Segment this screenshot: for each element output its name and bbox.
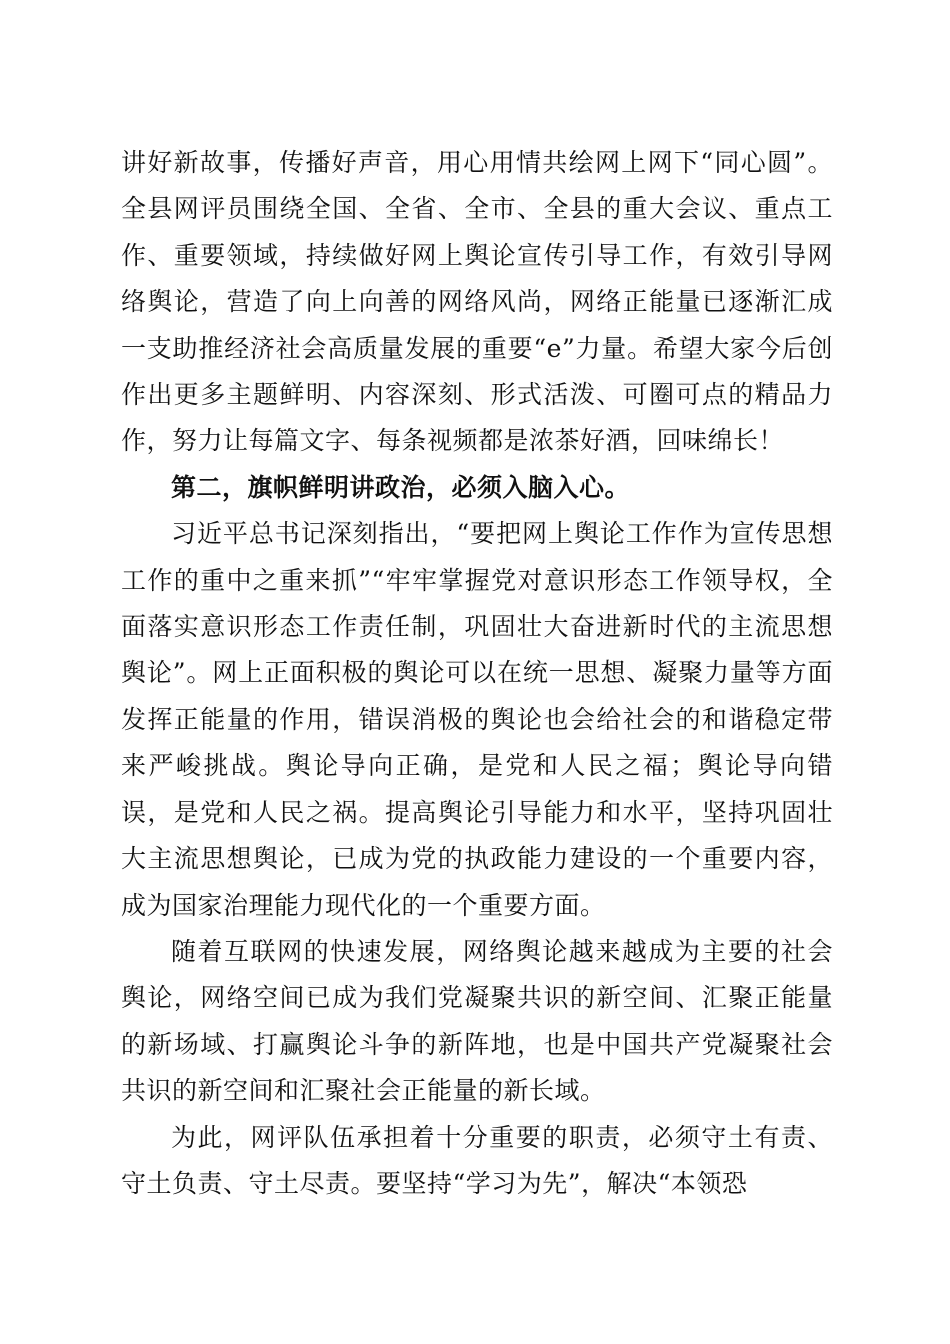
document-body [121,140,833,1207]
paragraph-continued: 讲好新故事，传播好声音，用心用情共绘网上网下“同心圆”。全县网评员围绕全国、全省、全市、全县的重大会议、重点工作、重要领域，持续做好网上舆论宣传引导工作，有效引导网络舆论，营造了向上向善的网络风尚，网络正能量已逐渐汇成一支助推经济社会高质量发展的重要“e”力量。希望大家今后创作出更多主题鲜明、内容深刻、形式活泼、可圈可点的精品力作，努力让每篇文字、每条视频都是浓茶好酒，回味绵长！ [121,148,833,456]
paragraph-xi-quote: 习近平总书记深刻指出，“要把网上舆论工作作为宣传思想工作的重中之重来抓”“牢牢掌握党对意识形态工作领导权，全面落实意识形态工作责任制，巩固壮大奋进新时代的主流思想舆论”。网上正面积极的舆论可以在统一思想、凝聚力量等方面发挥正能量的作用，错误消极的舆论也会给社会的和谐稳定带来严峻挑战。舆论导向正确，是党和人民之福；舆论导向错误，是党和人民之祸。提高舆论引导能力和水平，坚持巩固壮大主流思想舆论，已成为党的执政能力建设的一个重要内容，成为国家治理能力现代化的一个重要方面。 [121,519,833,920]
section-heading-second: 第二，旗帜鲜明讲政治，必须入脑入心。 [171,472,631,502]
paragraph-therefore: 为此，网评队伍承担着十分重要的职责，必须守土有责、守土负责、守土尽责。要坚持“学习为先”，解决“本领恐 [121,1122,833,1198]
paragraph-internet-development: 随着互联网的快速发展，网络舆论越来越成为主要的社会舆论，网络空间已成为我们党凝聚共识的新空间、汇聚正能量的新场域、打赢舆论斗争的新阵地，也是中国共产党凝聚社会共识的新空间和汇聚社会正能量的新长域。 [121,936,833,1106]
